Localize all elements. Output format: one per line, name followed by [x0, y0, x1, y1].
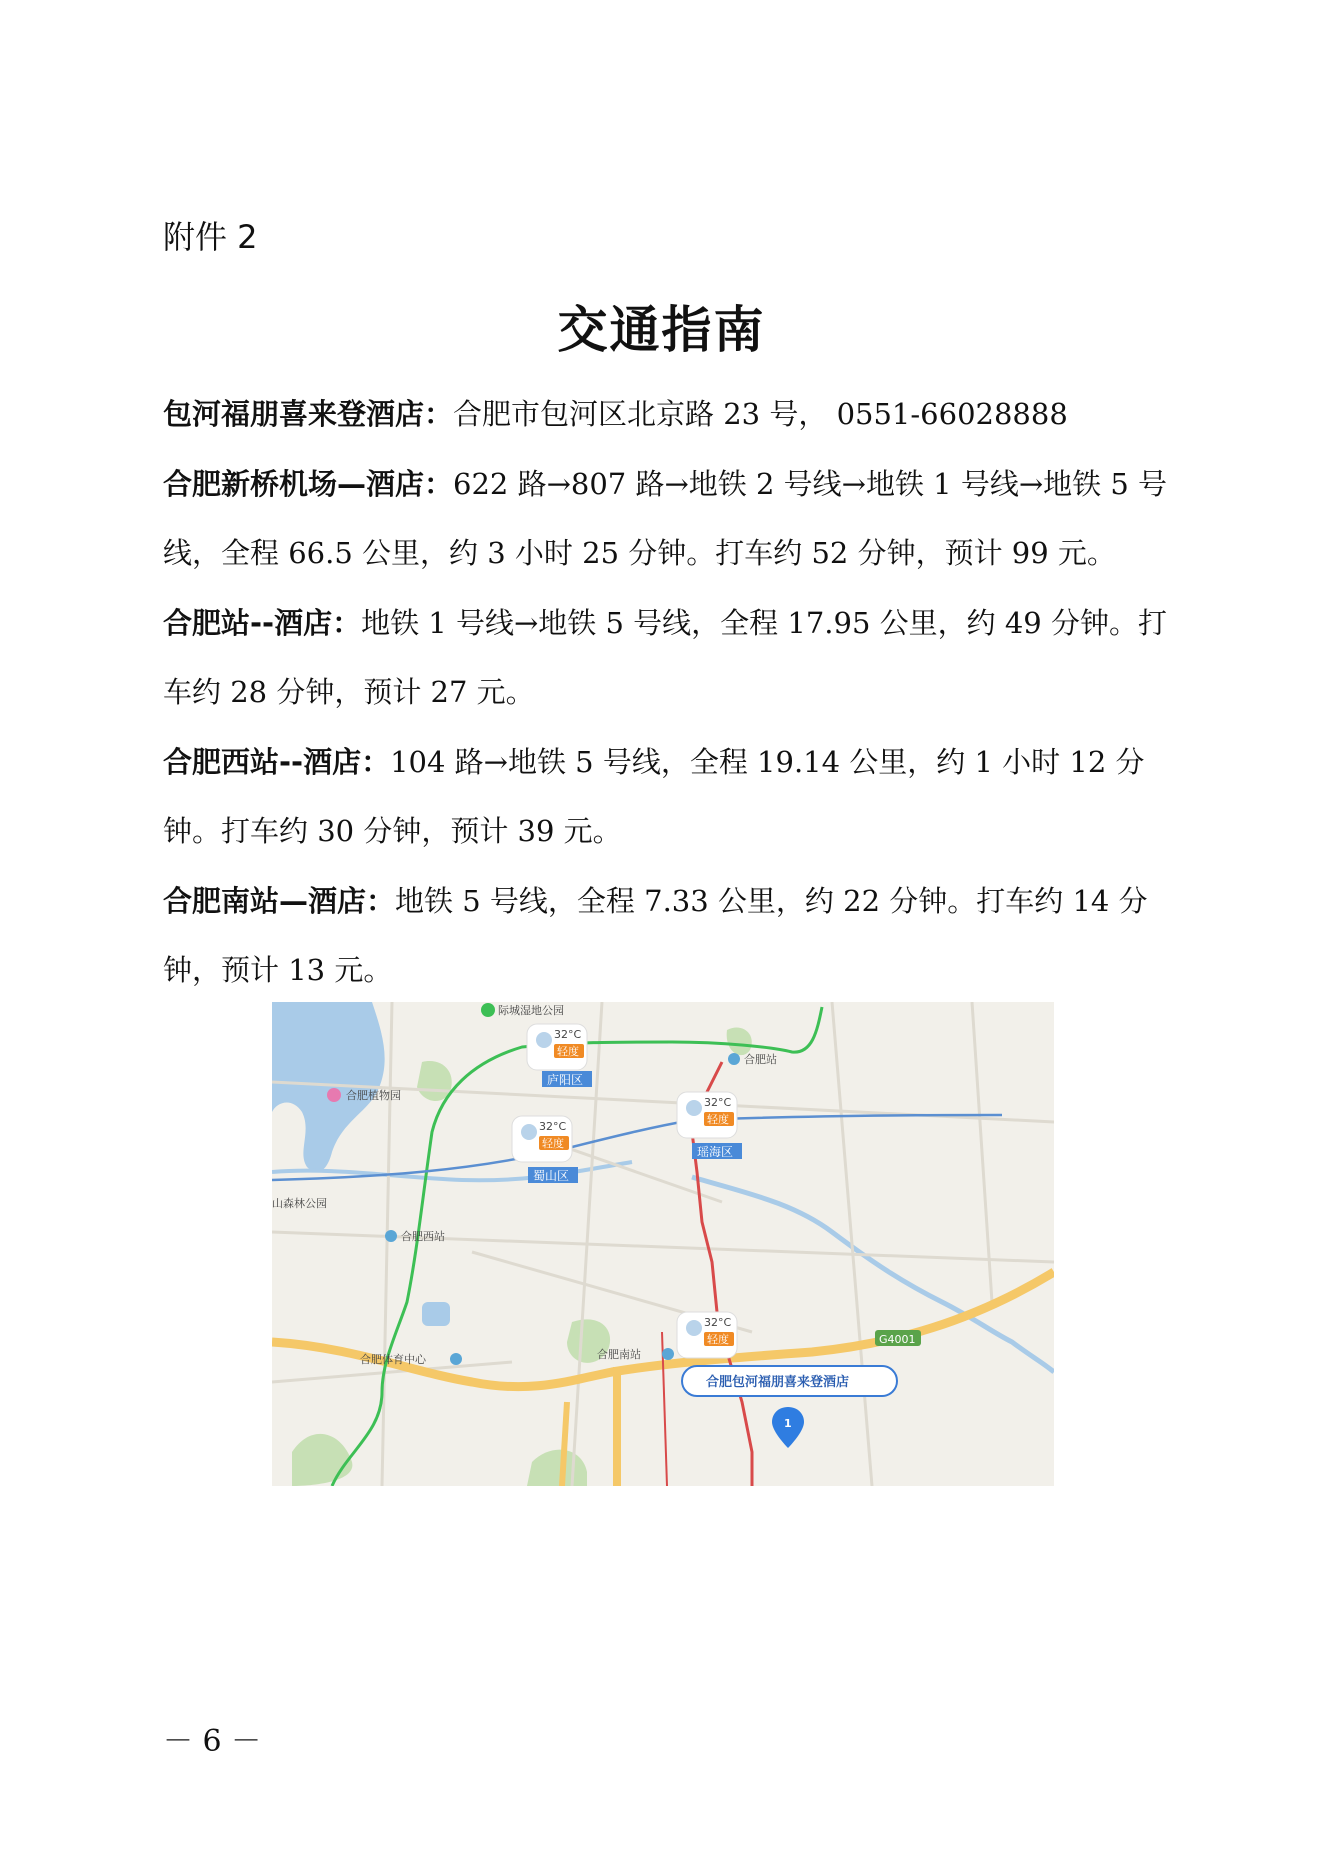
paragraph-label: 包河福朋喜来登酒店：	[163, 397, 454, 431]
weather-temp: 32°C	[554, 1028, 582, 1041]
weather-level: 轻度	[542, 1137, 564, 1150]
lake-small	[422, 1302, 450, 1326]
weather-temp: 32°C	[704, 1096, 732, 1109]
map-district-luyang: 庐阳区	[547, 1073, 584, 1087]
paragraph-airport-route	[163, 450, 1173, 589]
paragraph-text: 622 路→807 路→地铁 2 号线→地铁 1 号线→地铁 5 号线，全程 66.5 公里，约 3 小时 25 分钟。打车约 52 分钟，预计 99 元。	[163, 466, 1168, 570]
paragraph-text: 104 路→地铁 5 号线，全程 19.14 公里，约 1 小时 12 分钟。打车约 30 分钟，预计 39 元。	[163, 744, 1145, 848]
weather-bubble	[512, 1116, 572, 1162]
map-label-hotel: 合肥包河福朋喜来登酒店	[706, 1375, 850, 1390]
paragraph-text: 地铁 1 号线→地铁 5 号线，全程 17.95 公里，约 49 分钟。打车约 28 分钟，预计 27 元。	[163, 605, 1167, 709]
map-marker-number: 1	[784, 1417, 792, 1430]
paragraph-label: 合肥站--酒店：	[163, 605, 362, 640]
map-district-shushan: 蜀山区	[533, 1169, 570, 1183]
map-label-park: 际城湿地公园	[498, 1004, 564, 1017]
map-label-forest-park: 山森林公园	[272, 1197, 327, 1210]
paragraph-label: 合肥新桥机场—酒店：	[163, 466, 454, 501]
weather-bubble	[677, 1312, 737, 1358]
weather-temp: 32°C	[704, 1316, 732, 1329]
paragraph-text: 合肥市包河区北京路 23 号， 0551-66028888	[453, 397, 1068, 431]
map-label-botanical-garden: 合肥植物园	[346, 1089, 401, 1102]
map-label-south-station: 合肥南站	[597, 1348, 641, 1361]
paragraph-label: 合肥南站—酒店：	[163, 883, 396, 918]
map-highway-label: G4001	[879, 1333, 916, 1346]
paragraph-west-station-route	[163, 728, 1173, 867]
route-map	[272, 1002, 1054, 1486]
map-district-yaohai: 瑶海区	[697, 1145, 734, 1159]
guide-body	[163, 380, 1173, 1006]
paragraph-text: 地铁 5 号线，全程 7.33 公里，约 22 分钟。打车约 14 分钟，预计 13 元。	[163, 883, 1148, 987]
map-label-west-station: 合肥西站	[401, 1230, 445, 1243]
weather-level: 轻度	[557, 1045, 579, 1058]
weather-temp: 32°C	[539, 1120, 567, 1133]
paragraph-hotel-address	[163, 380, 1173, 450]
page-title: 交通指南	[557, 301, 766, 359]
page-number: － 6 －	[163, 1724, 262, 1759]
weather-level: 轻度	[707, 1113, 729, 1126]
paragraph-label: 合肥西站--酒店：	[163, 744, 391, 779]
attachment-label: 附件 2	[163, 218, 258, 256]
paragraph-hefei-station-route	[163, 589, 1173, 728]
weather-level: 轻度	[707, 1333, 729, 1346]
paragraph-south-station-route	[163, 867, 1173, 1006]
weather-bubble	[527, 1024, 587, 1070]
map-label-hefei-station: 合肥站	[744, 1053, 777, 1066]
map-label-sports-center: 合肥体育中心	[360, 1353, 426, 1366]
weather-bubble	[677, 1092, 737, 1138]
